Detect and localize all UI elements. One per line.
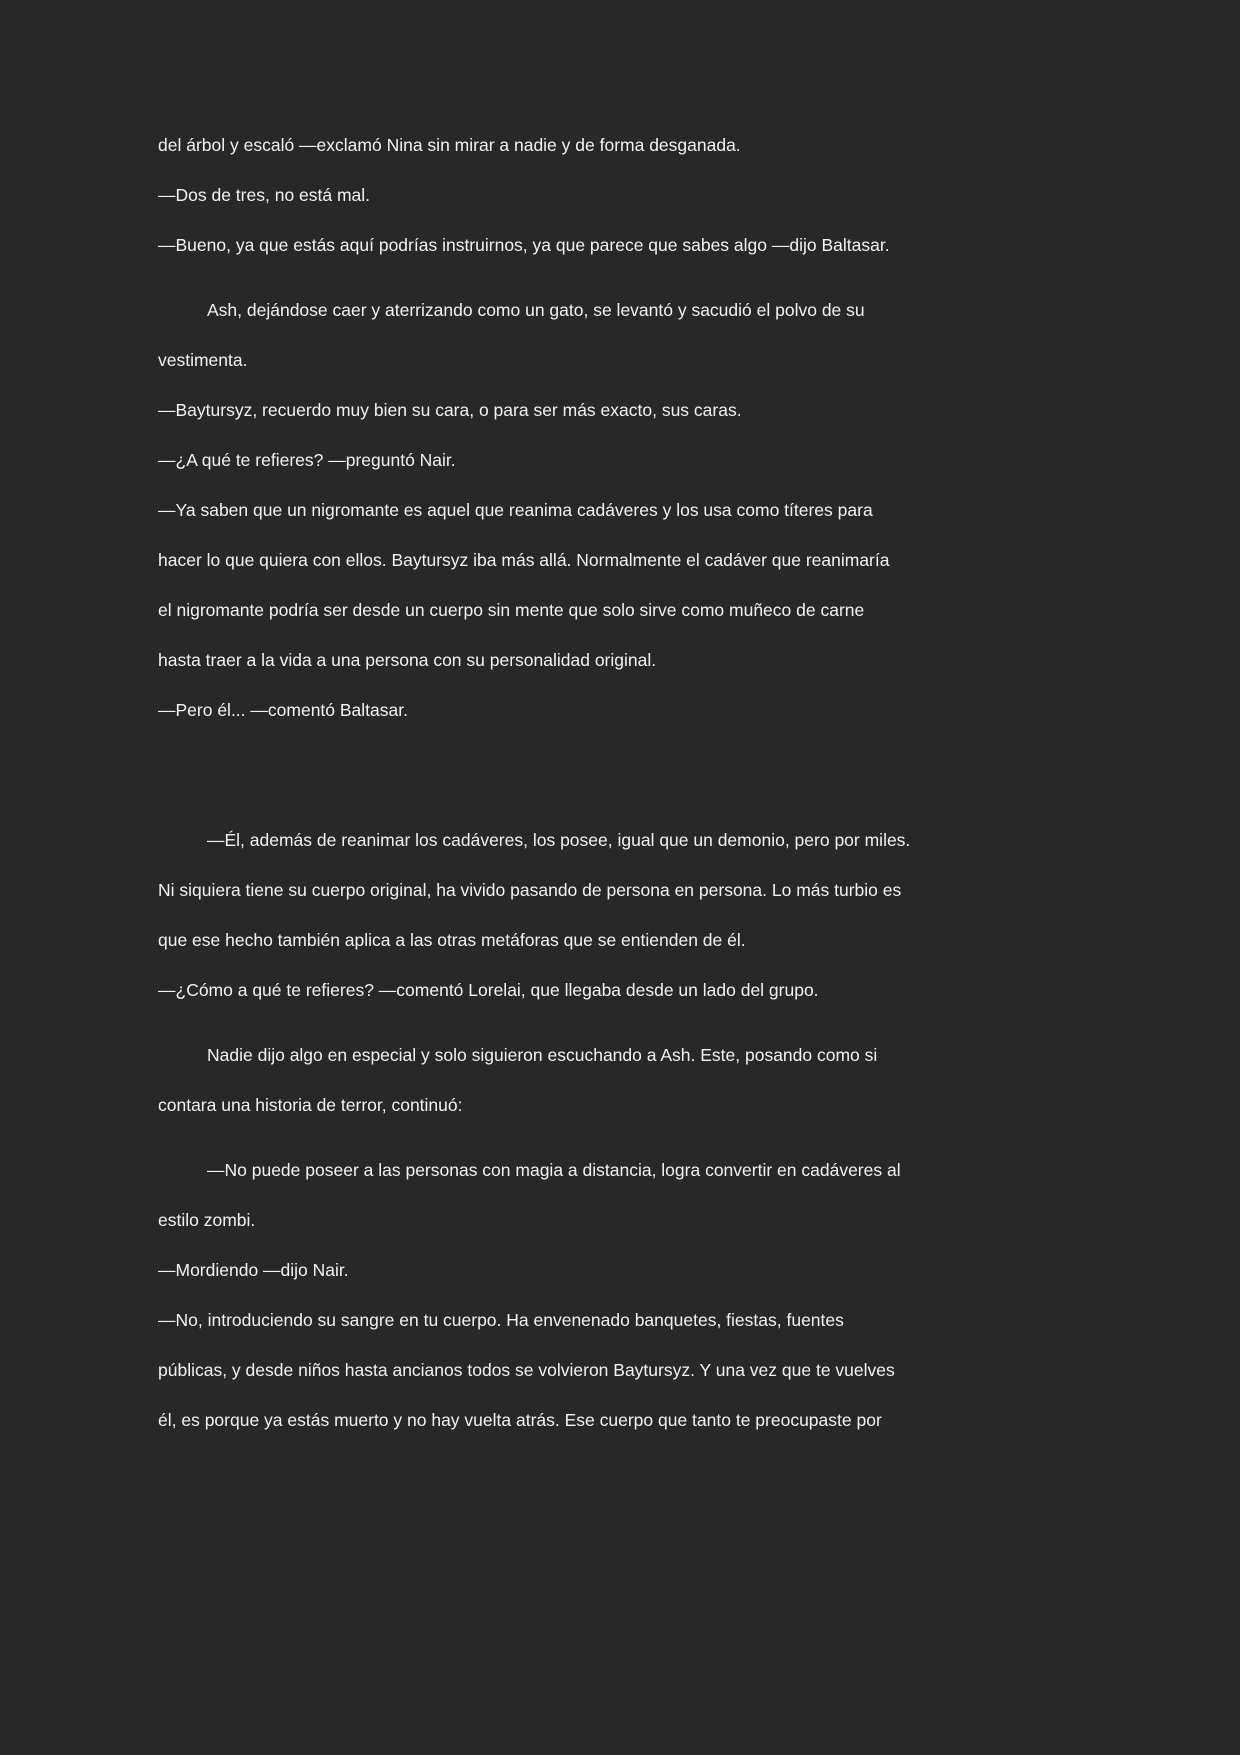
text-line: —¿A qué te refieres? —preguntó Nair. (158, 450, 456, 470)
text-line: Ni siquiera tiene su cuerpo original, ha vivido pasando de persona en persona. Lo más turbio es (158, 880, 902, 900)
text-line: estilo zombi. (158, 1210, 256, 1230)
text-line: Ash, dejándose caer y aterrizando como un gato, se levantó y sacudió el polvo de su (207, 300, 865, 320)
text-line: —No puede poseer a las personas con magia a distancia, logra convertir en cadáveres al (207, 1160, 901, 1180)
text-line: —Él, además de reanimar los cadáveres, los posee, igual que un demonio, pero por miles. (207, 830, 911, 850)
text-line: —Pero él... —comentó Baltasar. (158, 700, 408, 720)
text-line: —Baytursyz, recuerdo muy bien su cara, o para ser más exacto, sus caras. (158, 400, 742, 420)
text-line: —Mordiendo —dijo Nair. (158, 1260, 349, 1280)
text-line: él, es porque ya estás muerto y no hay vuelta atrás. Ese cuerpo que tanto te preocupaste por (158, 1410, 882, 1430)
text-line: hasta traer a la vida a una persona con su personalidad original. (158, 650, 657, 670)
text-line: que ese hecho también aplica a las otras metáforas que se entienden de él. (158, 930, 746, 950)
text-line: el nigromante podría ser desde un cuerpo sin mente que solo sirve como muñeco de carne (158, 600, 865, 620)
text-line: públicas, y desde niños hasta ancianos todos se volvieron Baytursyz. Y una vez que te vuelves (158, 1360, 895, 1380)
text-line: —No, introduciendo su sangre en tu cuerpo. Ha envenenado banquetes, fiestas, fuentes (158, 1310, 844, 1330)
text-line: —Dos de tres, no está mal. (158, 185, 371, 205)
text-line: —Ya saben que un nigromante es aquel que reanima cadáveres y los usa como títeres para (158, 500, 873, 520)
text-line: vestimenta. (158, 350, 248, 370)
text-line: —¿Cómo a qué te refieres? —comentó Lorelai, que llegaba desde un lado del grupo. (158, 980, 819, 1000)
text-line: —Bueno, ya que estás aquí podrías instruirnos, ya que parece que sabes algo —dijo Baltasar. (158, 235, 890, 255)
text-line: del árbol y escaló —exclamó Nina sin mirar a nadie y de forma desganada. (158, 135, 741, 155)
text-line: contara una historia de terror, continuó: (158, 1095, 463, 1115)
text-line: hacer lo que quiera con ellos. Baytursyz iba más allá. Normalmente el cadáver que reanimaría (158, 550, 890, 570)
text-line: Nadie dijo algo en especial y solo siguieron escuchando a Ash. Este, posando como si (207, 1045, 878, 1065)
